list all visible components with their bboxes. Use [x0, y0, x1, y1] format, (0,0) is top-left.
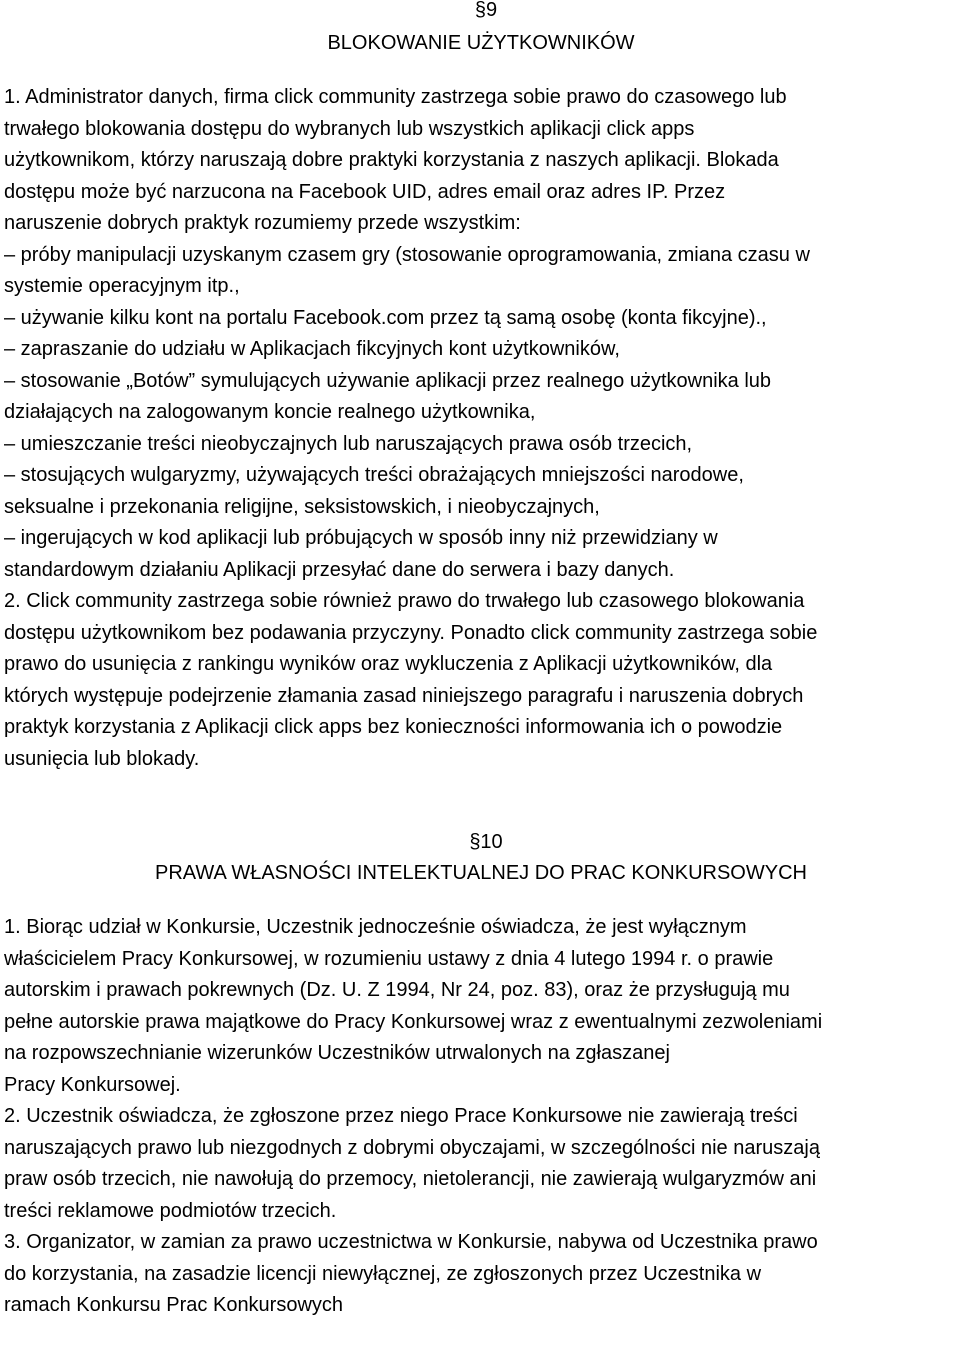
section-9-title: BLOKOWANIE UŻYTKOWNIKÓW: [327, 32, 635, 54]
section-10-paragraph-2: 2. Uczestnik oświadcza, że zgłoszone przez niego Prace Konkursowe nie zawierają treści naruszających prawo lub niezgodnych z dobrymi obyczajami, w szczególności nie naruszają praw osób trzecich, nie nawołują do przemocy, nietolerancji, nie zawierają wulgaryzmów ani treści reklamowe podmiotów trzecich.: [4, 1105, 820, 1222]
section-9-paragraph-1: 1. Administrator danych, firma click community zastrzega sobie prawo do czasowego lub trwałego blokowania dostępu do wybranych lub wszystkich aplikacji click apps użytkownikom, którzy naruszają dobre praktyki korzystania z naszych aplikacji. Blokada dostępu może być narzucona na Facebook UID, adres email oraz adres IP. Przez naruszenie dobrych praktyk rozumiemy przede wszystkim:: [4, 86, 787, 234]
section-9-bullet-6: – stosujących wulgaryzmy, używających treści obrażających mniejszości narodowe, seksualne i przekonania religijne, seksistowskich, i nieobyczajnych,: [4, 464, 744, 518]
section-10-title: PRAWA WŁASNOŚCI INTELEKTUALNEJ DO PRAC KONKURSOWYCH: [155, 862, 807, 884]
section-10-mark: §10: [469, 831, 503, 853]
document-page: [4, 0, 958, 1322]
section-9-bullet-7: – ingerujących w kod aplikacji lub próbujących w sposób inny niż przewidziany w standardowym działaniu Aplikacji przesyłać dane do serwera i bazy danych.: [4, 527, 718, 581]
section-10-paragraph-1: 1. Biorąc udział w Konkursie, Uczestnik jednocześnie oświadcza, że jest wyłącznym właścicielem Pracy Konkursowej, w rozumieniu ustawy z dnia 4 lutego 1994 r. o prawie autorskim i prawach pokrewnych (Dz. U. Z 1994, Nr 24, poz. 83), oraz że przysługują mu pełne autorskie prawa majątkowe do Pracy Konkursowej wraz z ewentualnymi zezwoleniami na rozpowszechnianie wizerunków Uczestników utrwalonych na zgłaszanej Pracy Konkursowej.: [4, 916, 823, 1096]
section-9-paragraph-2: 2. Click community zastrzega sobie również prawo do trwałego lub czasowego blokowania dostępu użytkownikom bez podawania przyczyny. Ponadto click community zastrzega sobie prawo do usunięcia z rankingu wyników oraz wykluczenia z Aplikacji użytkowników, dla których występuje podejrzenie złamania zasad niniejszego paragrafu i naruszenia dobrych praktyk korzystania z Aplikacji click apps bez konieczności informowania ich o powodzie usunięcia lub blokady.: [4, 590, 818, 770]
section-10: [4, 828, 958, 1322]
section-9-bullet-5: – umieszczanie treści nieobyczajnych lub naruszających prawa osób trzecich,: [4, 432, 693, 455]
section-9-bullet-4: – stosowanie „Botów” symulujących używanie aplikacji przez realnego użytkownika lub działających na zalogowanym koncie realnego użytkownika,: [4, 369, 772, 423]
section-10-paragraph-3: 3. Organizator, w zamian za prawo uczestnictwa w Konkursie, nabywa od Uczestnika prawo do korzystania, na zasadzie licencji niewyłącznej, ze zgłoszonych przez Uczestnika w ramach Konkursu Prac Konkursowych: [4, 1231, 818, 1316]
section-9-mark: §9: [474, 0, 498, 21]
section-9-bullet-3: – zapraszanie do udziału w Aplikacjach fikcyjnych kont użytkowników,: [4, 338, 620, 360]
section-9-bullet-1: – próby manipulacji uzyskanym czasem gry (stosowanie oprogramowania, zmiana czasu w systemie operacyjnym itp.,: [4, 243, 810, 297]
section-9: [4, 0, 958, 775]
section-9-bullet-2: – używanie kilku kont na portalu Facebook.com przez tą samą osobę (konta fikcyjne).,: [4, 306, 767, 329]
